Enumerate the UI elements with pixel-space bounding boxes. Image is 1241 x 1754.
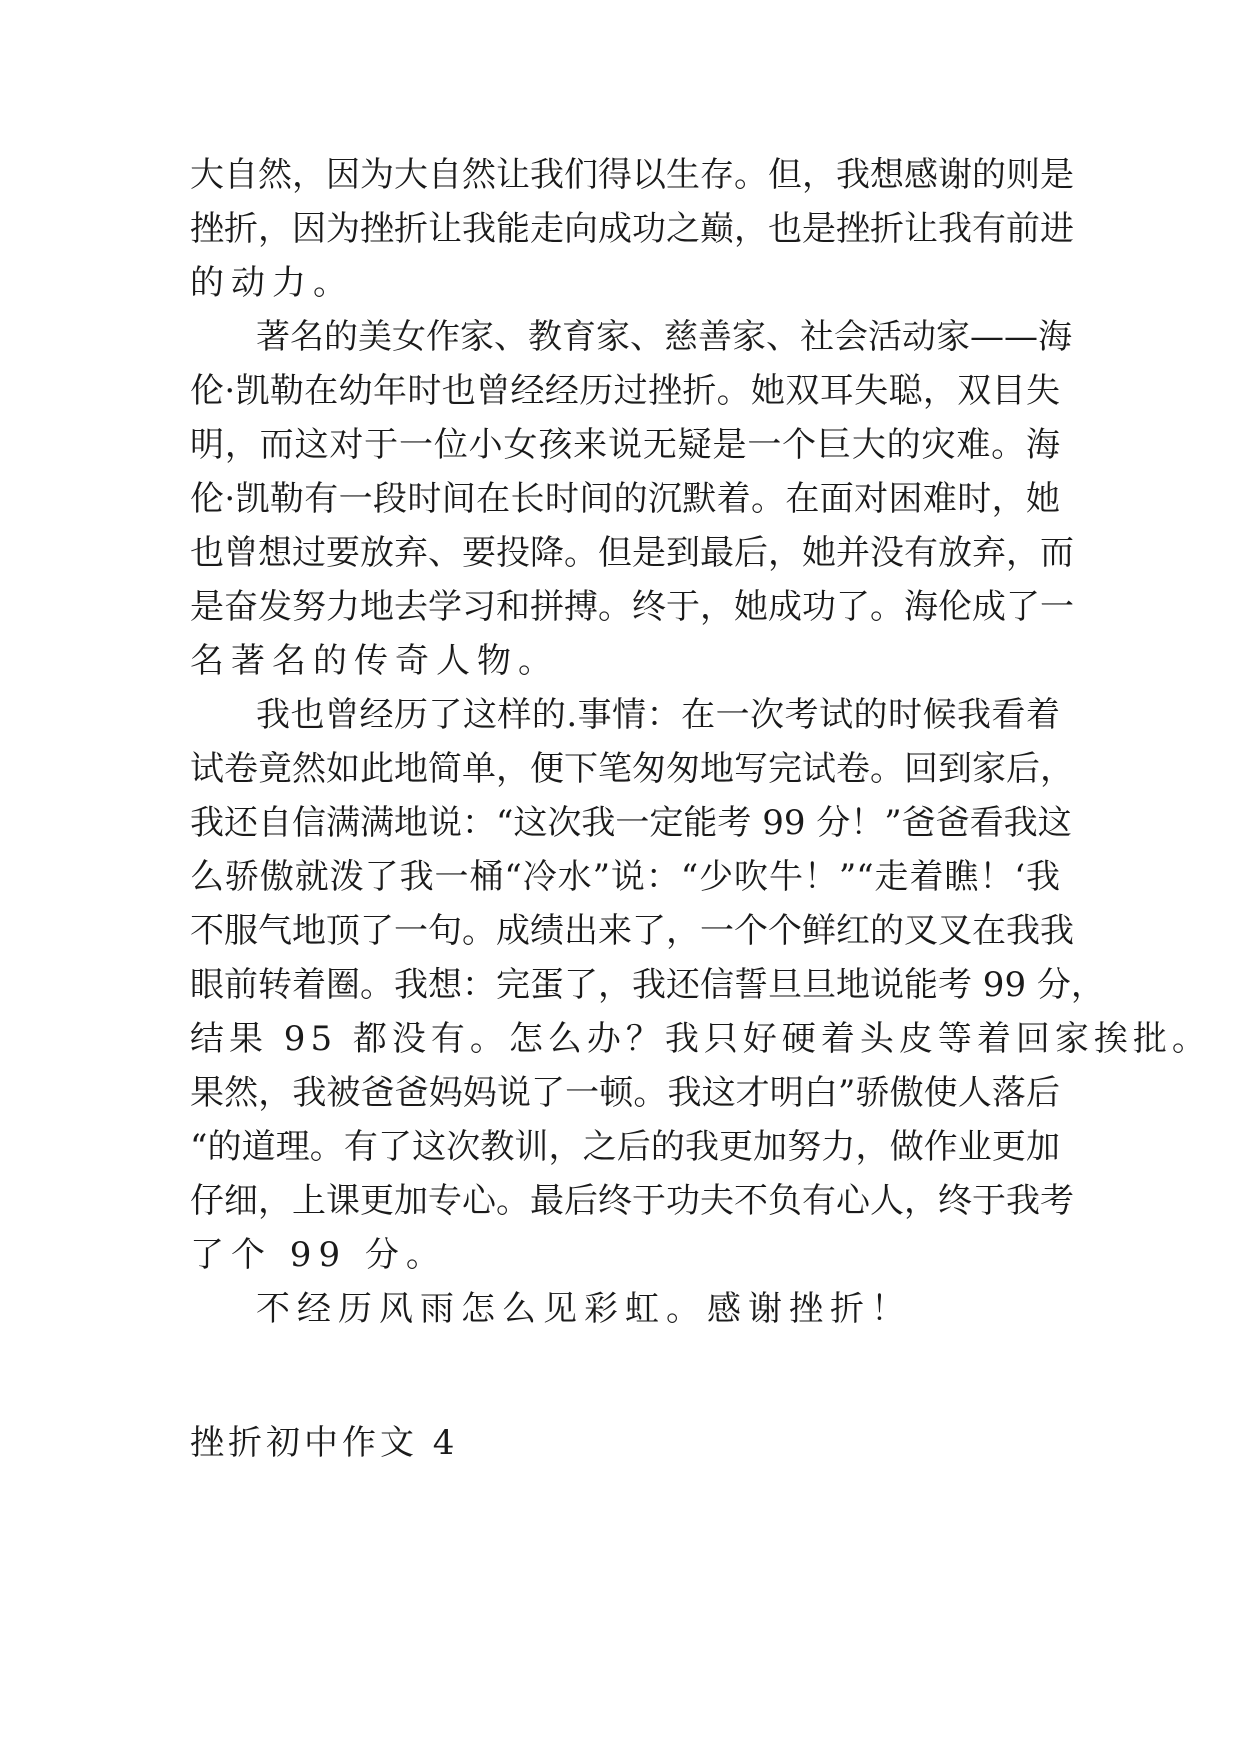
text-line: 仔细，上课更加专心。最后终于功夫不负有心人，终于我考	[190, 1181, 1074, 1221]
text-line: 伦·凯勒在幼年时也曾经经历过挫折。她双耳失聪，双目失	[190, 371, 1060, 411]
text-line: 了个 99 分。	[190, 1235, 447, 1275]
text-line: 我还自信满满地说：“这次我一定能考 99 分！”爸爸看我这	[190, 803, 1072, 843]
text-line: 是奋发努力地去学习和拼搏。终于，她成功了。海伦成了一	[190, 587, 1074, 627]
text-line: 不经历风雨怎么见彩虹。感谢挫折！	[256, 1289, 912, 1329]
text-line: 名著名的传奇人物。	[190, 641, 559, 681]
text-line: 明，而这对于一位小女孩来说无疑是一个巨大的灾难。海	[190, 425, 1060, 465]
text-line: 大自然，因为大自然让我们得以生存。但，我想感谢的则是	[190, 155, 1074, 195]
text-line: 不服气地顶了一句。成绩出来了，一个个鲜红的叉叉在我我	[190, 911, 1074, 951]
text-line: 我也曾经历了这样的.事情：在一次考试的时候我看着	[256, 695, 1060, 735]
text-line: 眼前转着圈。我想：完蛋了，我还信誓旦旦地说能考 99 分，	[190, 965, 1105, 1005]
text-line: 结果 95 都没有。怎么办？我只好硬着头皮等着回家挨批。	[190, 1019, 1211, 1059]
text-line: “的道理。有了这次教训，之后的我更加努力，做作业更加	[190, 1127, 1060, 1167]
text-line: 也曾想过要放弃、要投降。但是到最后，她并没有放弃，而	[190, 533, 1074, 573]
text-line: 伦·凯勒有一段时间在长时间的沉默着。在面对困难时，她	[190, 479, 1060, 519]
text-line: 的动力。	[190, 263, 354, 303]
section-title: 挫折初中作文 4	[190, 1423, 459, 1463]
text-line: 试卷竟然如此地简单，便下笔匆匆地写完试卷。回到家后，	[190, 749, 1074, 789]
text-line: 果然，我被爸爸妈妈说了一顿。我这才明白”骄傲使人落后	[190, 1073, 1060, 1113]
text-line: 么骄傲就泼了我一桶“冷水”说：“少吹牛！”“走着瞧！‘我	[190, 857, 1060, 897]
text-line: 著名的美女作家、教育家、慈善家、社会活动家——海	[256, 317, 1072, 357]
text-line: 挫折，因为挫折让我能走向成功之巅，也是挫折让我有前进	[190, 209, 1074, 249]
